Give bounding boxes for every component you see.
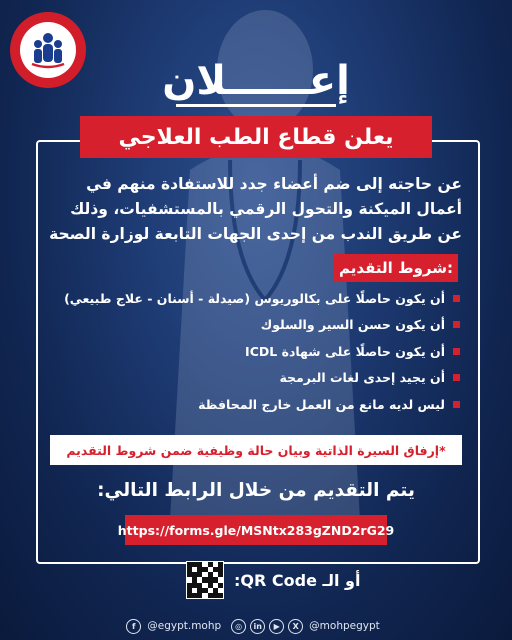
qr-code[interactable] [186, 561, 224, 599]
title-underline [176, 104, 336, 107]
bullet-icon [453, 374, 460, 381]
qr-label: أو الـ QR Code: [234, 570, 361, 590]
social-handle: @egypt.mohp [147, 620, 222, 632]
condition-text: ليس لديه مانع من العمل خارج المحافظة [198, 396, 445, 412]
bullet-icon [453, 348, 460, 355]
list-item [50, 391, 460, 418]
condition-text: أن يكون حاصلًا على شهادة ICDL [245, 343, 445, 359]
conditions-list [50, 285, 460, 418]
application-link[interactable]: https://forms.gle/MSNtx283gZND2rG29 [125, 515, 387, 545]
list-item [50, 365, 460, 392]
condition-text: أن يجيد إحدى لغات البرمجة [279, 370, 445, 386]
qr-section [186, 560, 360, 600]
attachment-note: *إرفاق السيرة الذاتية وبيان حالة وظيفية ضمن شروط التقديم [50, 435, 462, 465]
bullet-icon [453, 295, 460, 302]
condition-text: أن يكون حسن السير والسلوك [260, 317, 445, 333]
linkedin-icon[interactable]: in [250, 619, 265, 634]
list-item [50, 285, 460, 312]
intro-text: عن حاجته إلى ضم أعضاء جدد للاستفادة منهم في أعمال الميكنة والتحول الرقمي بالمستشفيات، وذلك عن طريق الندب من إحدى الجهات التابعة لوزارة الصحة [49, 175, 462, 243]
list-item [50, 338, 460, 365]
instagram-icon[interactable]: ◎ [231, 619, 246, 634]
facebook-icon[interactable]: f [126, 619, 141, 634]
condition-text: أن يكون حاصلًا على بكالوريوس (صيدلة - أسنان - علاج طبيعي) [64, 290, 445, 306]
apply-instructions: يتم التقديم من خلال الرابط التالي: [97, 480, 415, 501]
social-handle: @mohpegypt [309, 620, 380, 632]
conditions-title: شروط التقديم: [334, 254, 458, 282]
bullet-icon [453, 321, 460, 328]
announcement-banner: يعلن قطاع الطب العلاجي [80, 116, 432, 158]
footer-social [0, 612, 512, 640]
list-item [50, 312, 460, 339]
page-title: إعــــــلان [162, 58, 350, 104]
x-icon[interactable]: X [288, 619, 303, 634]
bullet-icon [453, 401, 460, 408]
youtube-icon[interactable]: ▶ [269, 619, 284, 634]
